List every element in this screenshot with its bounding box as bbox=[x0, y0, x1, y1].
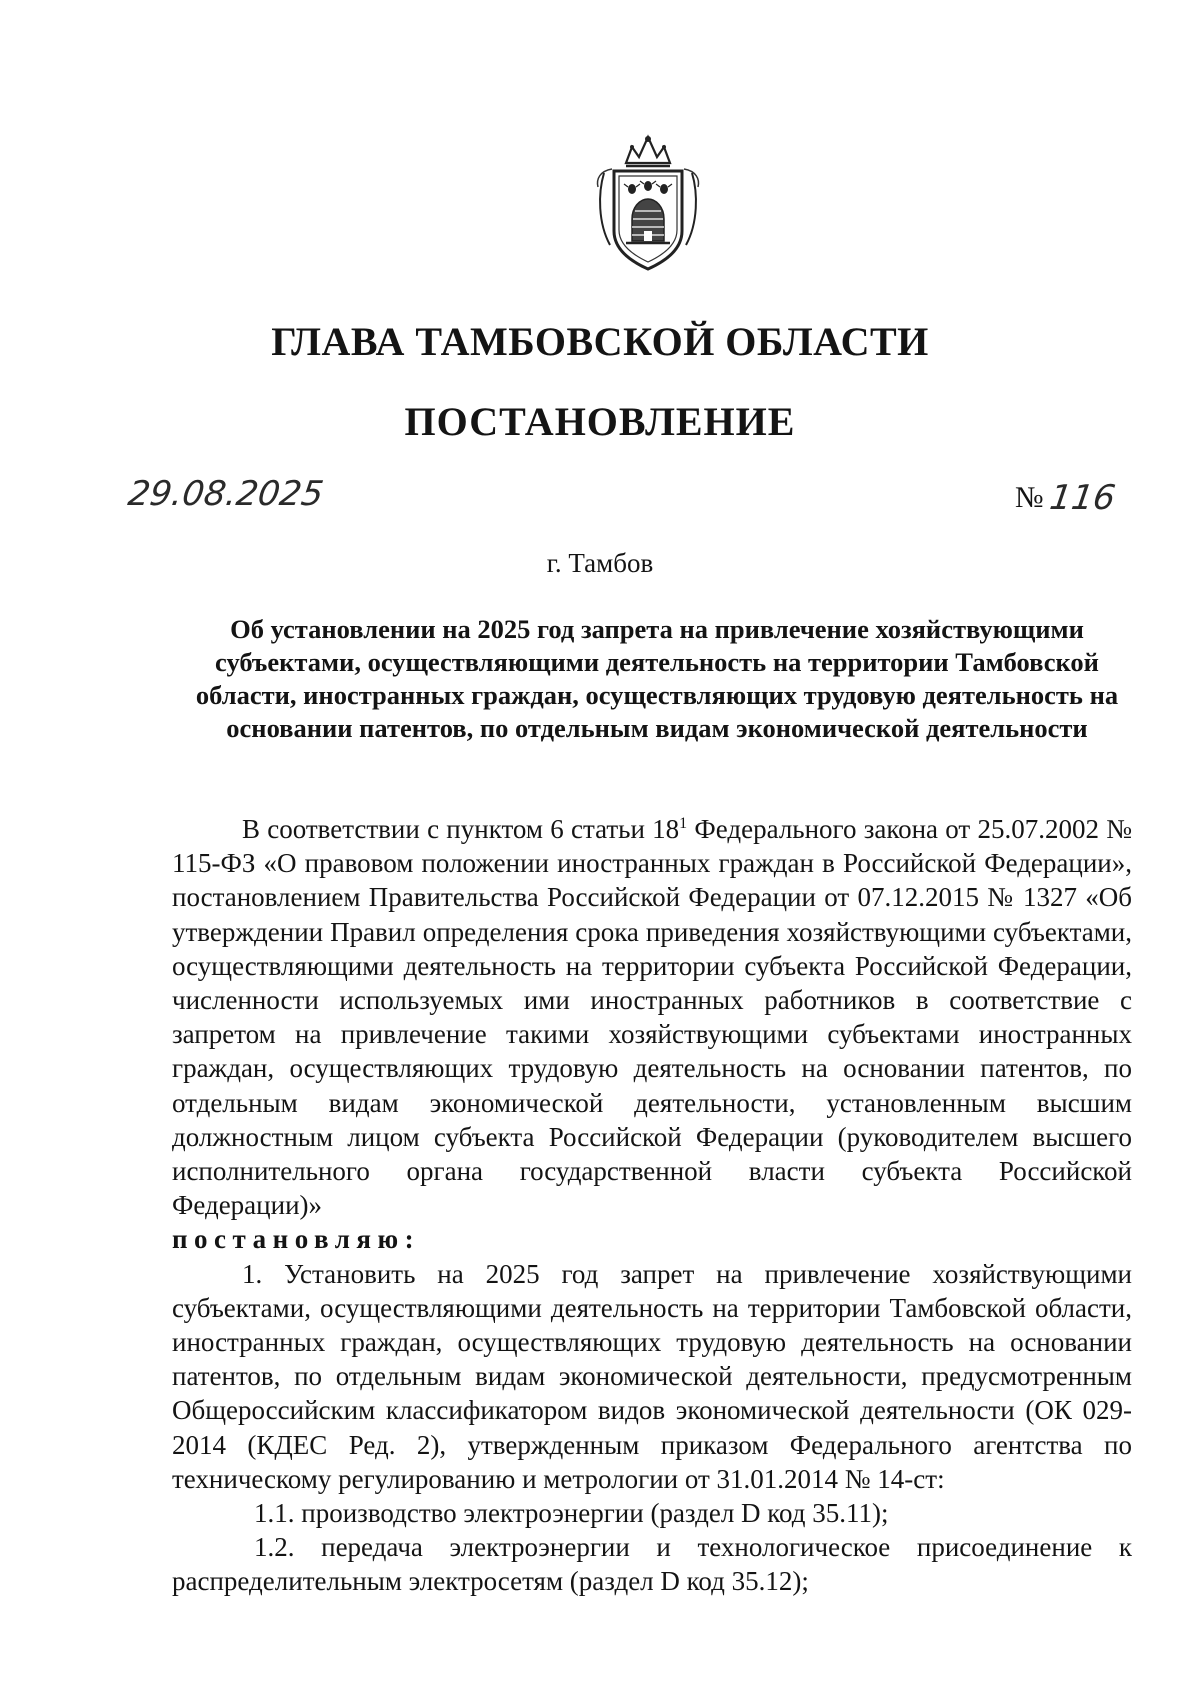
decree-word: постановляю: bbox=[172, 1224, 421, 1255]
document-body bbox=[172, 812, 1132, 1599]
preamble-text-2: Федерального закона от 25.07.2002 № 115-ФЗ «О правовом положении иностранных граждан в Российской Федерации», постановлением Правительства Российской Федерации от 07.12.2015 № 1327 «Об утверждении Правил определения срока приведения хозяйствующими субъектами, осуществляющими деятельность на территории субъекта Российской Федерации, численности используемых ими иностранных работников в соответствие с запретом на привлечение такими хозяйствующими субъектами иностранных граждан, осуществляющих трудовую деятельность на основании патентов, по отдельным видам экономической деятельности, установленным высшим должностным лицом субъекта Российской Федерации (руководителем высшего исполнительного органа государственной власти субъекта Российской Федерации)» bbox=[172, 814, 1132, 1221]
coat-of-arms-icon bbox=[592, 133, 704, 275]
city: г. Тамбов bbox=[546, 548, 654, 578]
item-1-2: 1.2. передача электроэнергии и технологическое присоединение к распределительным электросетям (раздел D код 35.12); bbox=[172, 1532, 1132, 1597]
item-1: 1. Установить на 2025 год запрет на привлечение хозяйствующими субъектами, осуществляющими деятельность на территории Тамбовской области, иностранных граждан, осуществляющих трудовую деятельность на основании патентов, по отдельным видам экономической деятельности, предусмотренным Общероссийским классификатором видов экономической деятельности (ОК 029-2014 (КДЕС Ред. 2), утвержденным приказом Федерального агентства по техническому регулированию и метрологии от 31.01.2014 № 14-ст: bbox=[172, 1258, 1132, 1494]
document-number bbox=[1015, 478, 1118, 518]
document-type: ПОСТАНОВЛЕНИЕ bbox=[404, 399, 796, 444]
preamble-paragraph bbox=[172, 812, 1132, 1222]
document-subject: Об установлении на 2025 год запрета на привлечение хозяйствующими субъектами, осуществляющими деятельность на территории Тамбовской области, иностранных граждан, осуществляющих трудовую деятельность на основании патентов, по отдельным видам экономической деятельности bbox=[195, 614, 1119, 743]
preamble-text-1: В соответствии с пунктом 6 статьи 18 bbox=[242, 814, 680, 844]
handwritten-number: 116 bbox=[1046, 478, 1118, 518]
article-superscript: 1 bbox=[679, 815, 688, 832]
item-1-1: 1.1. производство электроэнергии (раздел D код 35.11); bbox=[254, 1498, 889, 1529]
number-sign: № bbox=[1015, 481, 1044, 514]
organization-title: ГЛАВА ТАМБОВСКОЙ ОБЛАСТИ bbox=[271, 319, 929, 364]
handwritten-date: 29.08.2025 bbox=[125, 474, 326, 514]
